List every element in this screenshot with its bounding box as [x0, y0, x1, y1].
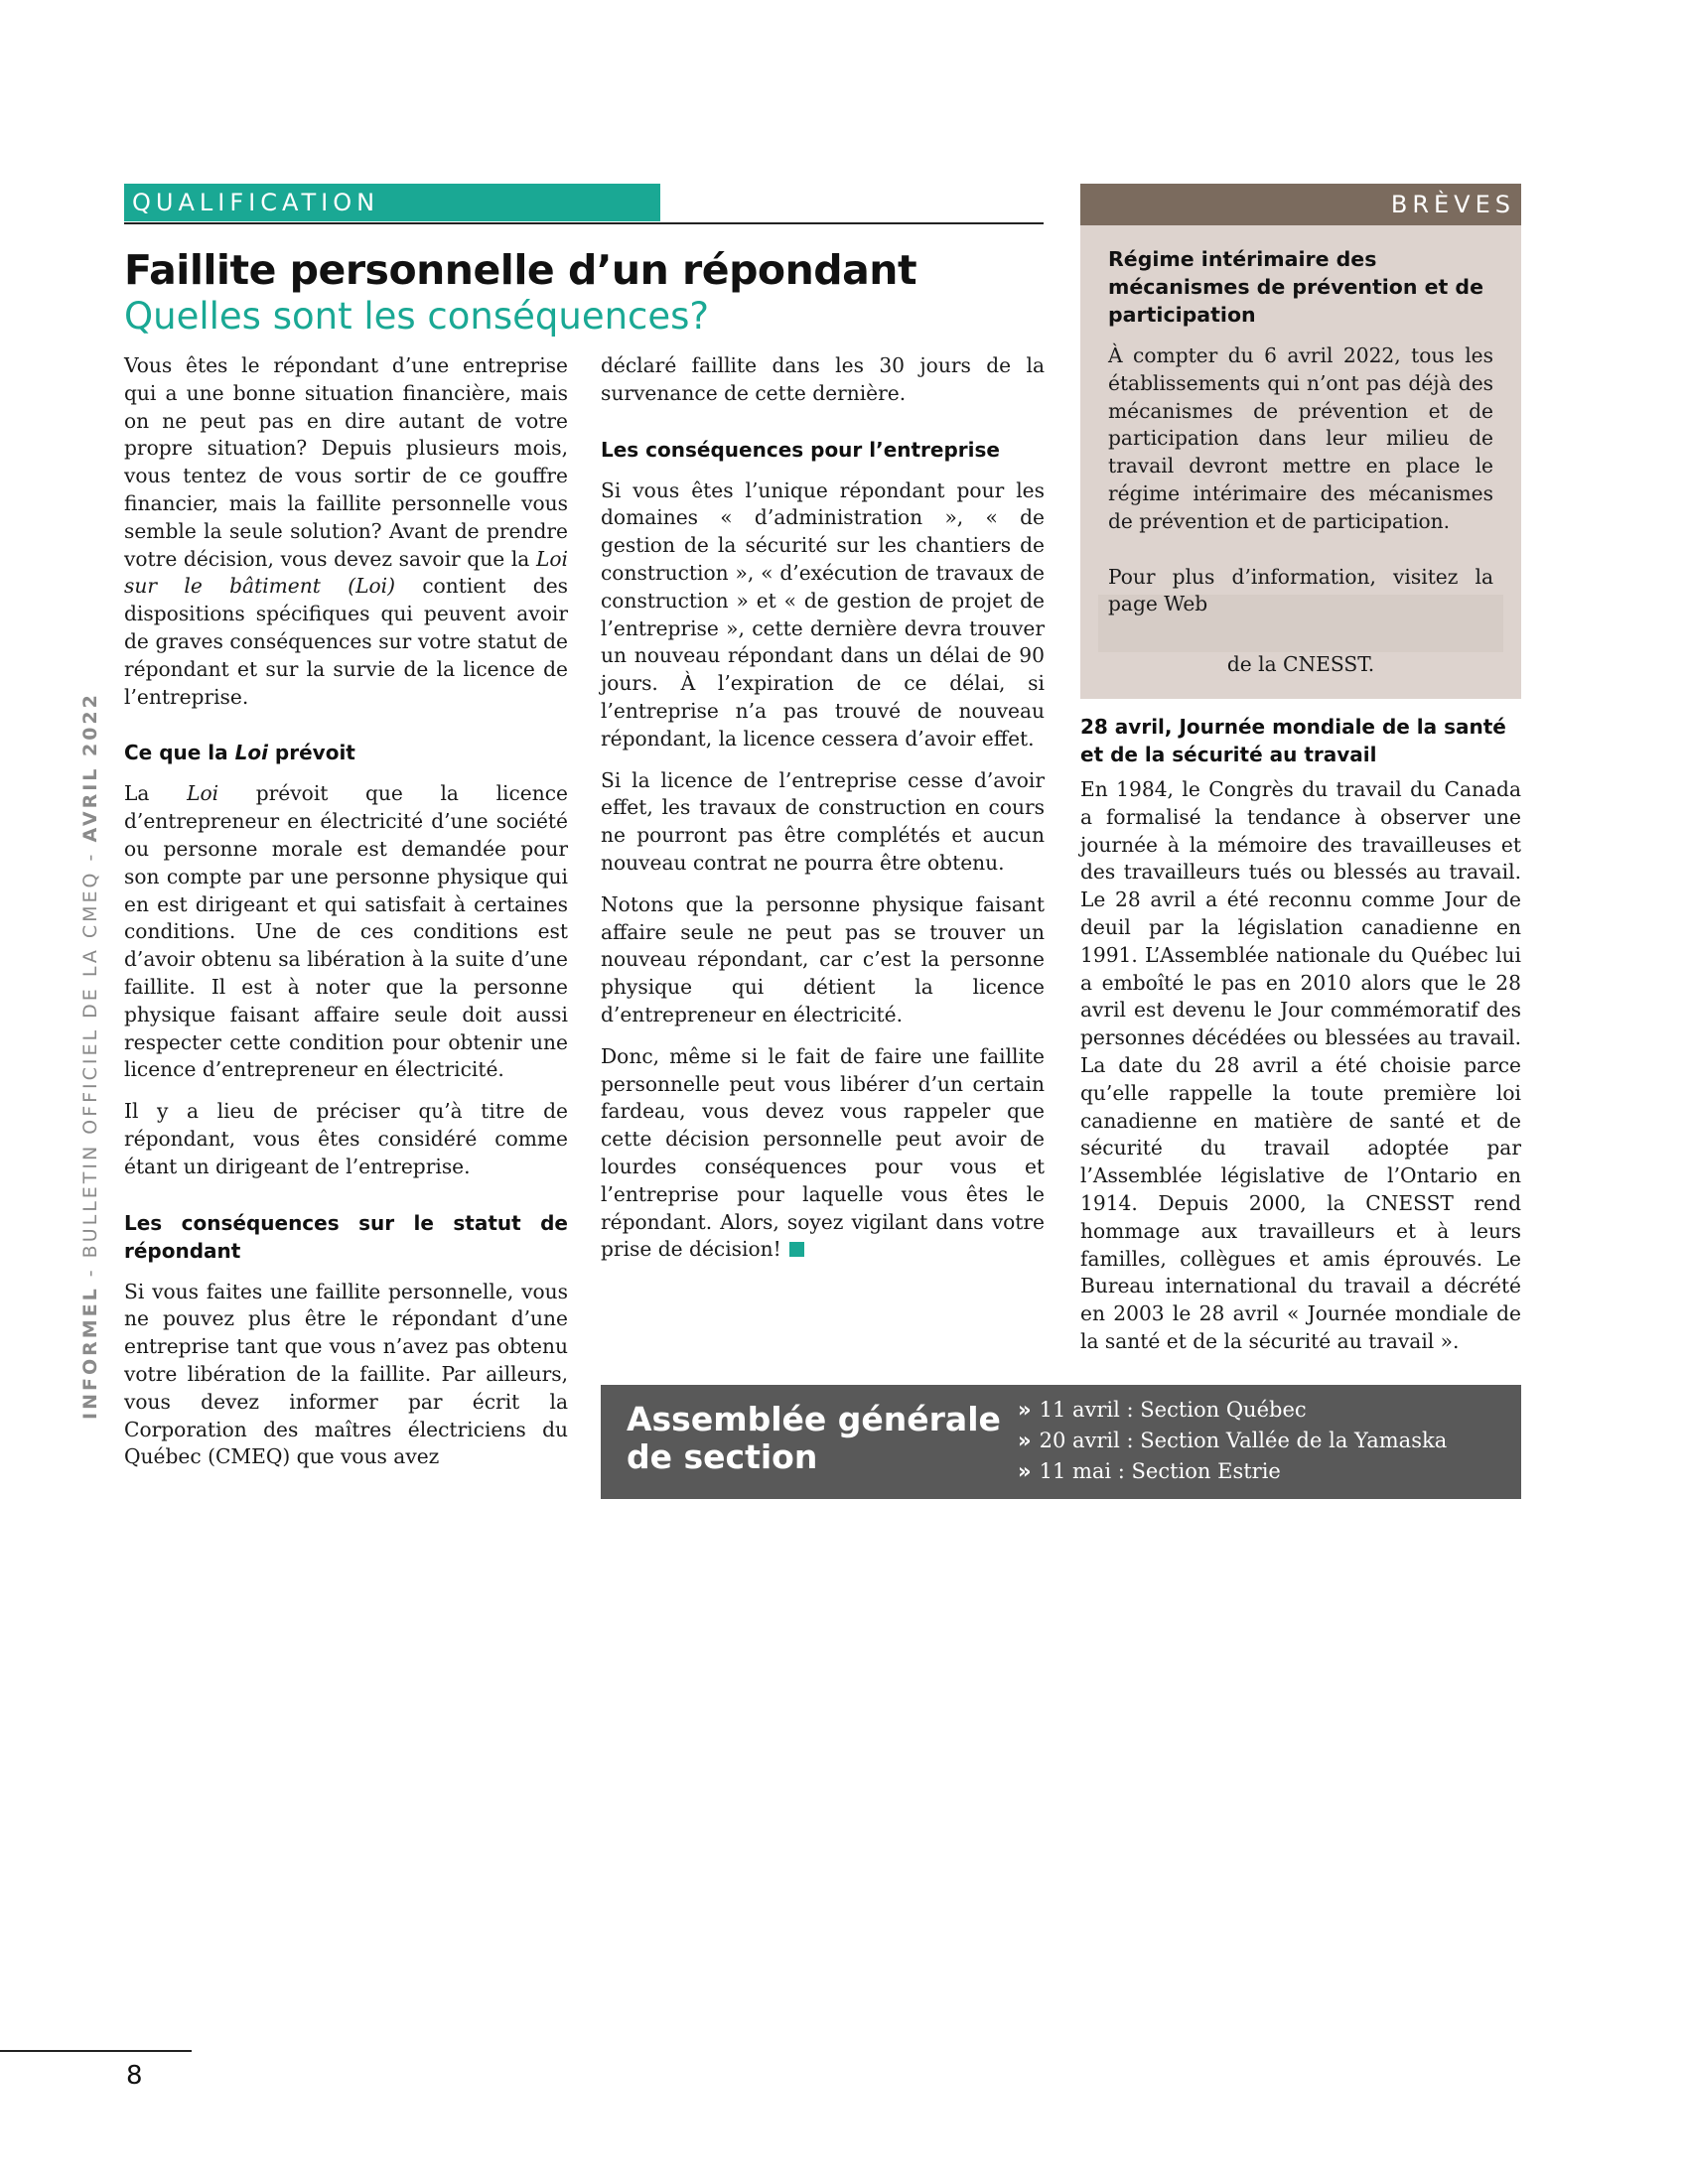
- heading-ce-que-la-loi-prevoit: Ce que la Loi prévoit: [124, 741, 355, 765]
- breves-cnesst-tail: de la CNESST.: [1226, 652, 1375, 676]
- page-number: 8: [126, 2061, 143, 2091]
- side-publication-label: INFORMEL - BULLETIN OFFICIEL DE LA CMEQ - AVRIL 2022: [79, 692, 101, 1420]
- intro-paragraph: Vous êtes le répondant d’une entreprise qui a une bonne situation financière, mais on ne peut pas en dire autant de votre propre situation? Depuis plusieurs mois, vous tentez de vous sortir de ce gouffre financier, mais la faillite personnelle vous semble la seule solution? Avant de prendre votre décision, vous devez savoir que la Loi sur le bâtiment (Loi) contient des dispositions spécifiques qui peuvent avoir de graves conséquences sur votre statut de répondant et sur la survie de la licence de l’entreprise.: [124, 353, 568, 709]
- paragraph-faillite-personnelle: Si vous faites une faillite personnelle, vous ne pouvez plus être le répondant d’une entreprise tant que vous n’avez pas obtenu votre libération de la faillite. Par ailleurs, vous devez informer par écrit la Corporation des maîtres électriciens du Québec (CMEQ) que vous avez: [124, 1279, 568, 1469]
- breves-paragraph-info: Pour plus d’information, visitez la page Web: [1108, 564, 1493, 616]
- end-of-article-square-icon: [789, 1242, 804, 1257]
- section-label-breves: BRÈVES: [1080, 184, 1521, 225]
- assemblee-list: [1018, 1395, 1514, 1487]
- article-subtitle: Quelles sont les conséquences?: [124, 295, 710, 338]
- assemblee-item-estrie: » 11 mai : Section Estrie: [1018, 1459, 1281, 1483]
- paragraph-repondant-dirigeant: Il y a lieu de préciser qu’à titre de répondant, vous êtes considéré comme étant un dirigeant de l’entreprise.: [124, 1099, 568, 1178]
- article-title: Faillite personnelle d’un répondant: [124, 246, 917, 294]
- heading-consequences-entreprise: Les conséquences pour l’entreprise: [601, 437, 1000, 462]
- paragraph-continuation: déclaré faillite dans les 30 jours de la survenance de cette dernière.: [601, 353, 1045, 405]
- chevron-right-icon: »: [1018, 1429, 1032, 1452]
- header-rule: [124, 222, 1044, 224]
- breves-box: [1080, 225, 1521, 699]
- heading-consequences-statut: Les conséquences sur le statut de répondant: [124, 1210, 568, 1263]
- assemblee-generale-box: [601, 1385, 1521, 1499]
- paragraph-conclusion: Donc, même si le fait de faire une faillite personnelle peut vous libérer d’un certain fardeau, vous devez vous rappeler que cette décision personnelle peut avoir de lourdes conséquences pour vous et l’entreprise pour laquelle vous êtes le répondant. Alors, soyez vigilant dans votre prise de décision!: [601, 1043, 1045, 1262]
- assemblee-title: Assemblée générale de section: [627, 1400, 1001, 1476]
- assemblee-item-quebec: » 11 avril : Section Québec: [1018, 1398, 1307, 1422]
- breves-heading-regime: Régime intérimaire des mécanismes de prévention et de participation: [1108, 247, 1483, 327]
- paragraph-personne-physique: Notons que la personne physique faisant affaire seule ne peut pas se trouver un nouveau répondant, car c’est la personne physique qui détient la licence d’entrepreneur en électricité.: [601, 891, 1045, 1026]
- paragraph-licence-cesse: Si la licence de l’entreprise cesse d’avoir effet, les travaux de construction en cours ne pourront pas être complétés et aucun nouveau contrat ne pourra être obtenu.: [601, 767, 1045, 875]
- footer-rule: [0, 2050, 192, 2052]
- paragraph-loi: La Loi prévoit que la licence d’entrepreneur en électricité d’une société ou personne morale est demandée pour son compte par une personne physique qui en est dirigeant et qui satisfait à certaines conditions. Une de ces conditions est d’avoir obtenu sa libération à la suite d’une faillite. Il est à noter que la personne physique faisant affaire seule doit aussi respecter cette condition pour obtenir une licence d’entrepreneur en électricité.: [124, 781, 569, 1082]
- chevron-right-icon: »: [1018, 1398, 1032, 1422]
- article-column-1: [124, 352, 568, 1471]
- paragraph-journee-mondiale: En 1984, le Congrès du travail du Canada a formalisé la tendance à observer une journée à la mémoire des travailleuses et des travailleurs tués ou blessés au travail. Le 28 avril a été reconnu comme Jour de deuil par la législation canadienne en 1991. L’Assemblée nationale du Québec lui a emboîté le pas en 2010 alors que le 28 avril est devenu le Jour commémoratif des personnes décédées ou blessées au travail. La date du 28 avril a été choisie parce qu’elle rappelle la toute première loi canadienne en matière de santé et de sécurité du travail adoptée par l’Assemblée législative de l’Ontario en 1914. Depuis 2000, la CNESST rend hommage aux travailleurs et à leurs familles, collègues et amis éprouvés. Le Bureau international du travail a décrété en 2003 le 28 avril « Journée mondiale de la santé et de la sécurité au travail ».: [1080, 777, 1521, 1353]
- heading-journee-mondiale: 28 avril, Journée mondiale de la santé et de la sécurité au travail: [1080, 715, 1506, 766]
- assemblee-item-yamaska: » 20 avril : Section Vallée de la Yamaska: [1018, 1429, 1448, 1452]
- paragraph-unique-repondant: Si vous êtes l’unique répondant pour les domaines « d’administration », « de gestion de la sécurité sur les chantiers de construction », « d’exécution de travaux de construction » et « de gestion de projet de l’entreprise », cette dernière devra trouver un nouveau répondant dans un délai de 90 jours. À l’expiration de ce délai, si l’entreprise n’a pas trouvé de nouveau répondant, la licence cessera d’avoir effet.: [601, 478, 1045, 751]
- section-label-qualification: QUALIFICATION: [124, 184, 660, 221]
- chevron-right-icon: »: [1018, 1459, 1032, 1483]
- breves-paragraph-regime: À compter du 6 avril 2022, tous les établissements qui n’ont pas déjà des mécanismes de prévention et de participation dans leur milieu de travail devront mettre en place le régime intérimaire des mécanismes de prévention et de participation.: [1108, 343, 1493, 533]
- article-column-2: [601, 352, 1045, 1264]
- breves-article-28-avril: [1080, 713, 1521, 1356]
